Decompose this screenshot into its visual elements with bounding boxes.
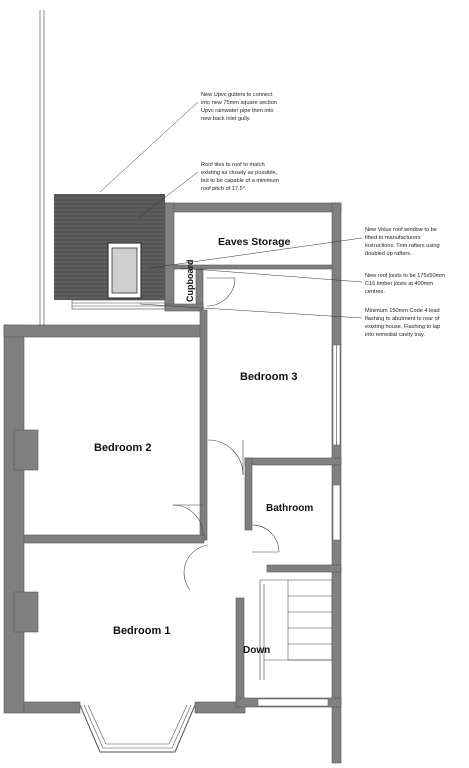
stairs <box>260 580 332 680</box>
note-joists: New roof joists to be 175x50mm C16 timber joists at 400mm centres. <box>365 273 445 295</box>
note-flashing: Minimum 150mm Code 4 lead flashing to abutment to rear of existing house. Flashing to lap into remedial cavity tray. <box>365 308 441 338</box>
bedroom2-label: Bedroom 2 <box>94 442 152 454</box>
roof-extension <box>54 194 165 309</box>
cupboard-label: Cupboard <box>185 259 195 302</box>
bedroom1-label: Bedroom 1 <box>113 625 171 637</box>
note-gutters: New Upvc gutters to connect into new 75mm square section Upvc rainwater pipe then into new back inlet gully. <box>201 92 277 122</box>
note-velux: New Velux roof window to be fitted to manufacturers instructions. Trim rafters using doubled up rafters. <box>365 227 440 257</box>
bathroom-window <box>333 485 340 540</box>
note-roof-tiles: Roof tiles to roof to match existing as closely as possible, but to be capable of a minimum roof pitch of 17.5°. <box>201 162 280 192</box>
bedroom3-label: Bedroom 3 <box>240 371 298 383</box>
down-label: Down <box>243 645 271 656</box>
bay-window <box>80 705 195 752</box>
eaves-storage-label: Eaves Storage <box>218 236 291 248</box>
landing-window <box>258 699 328 706</box>
bathroom-label: Bathroom <box>266 503 314 514</box>
